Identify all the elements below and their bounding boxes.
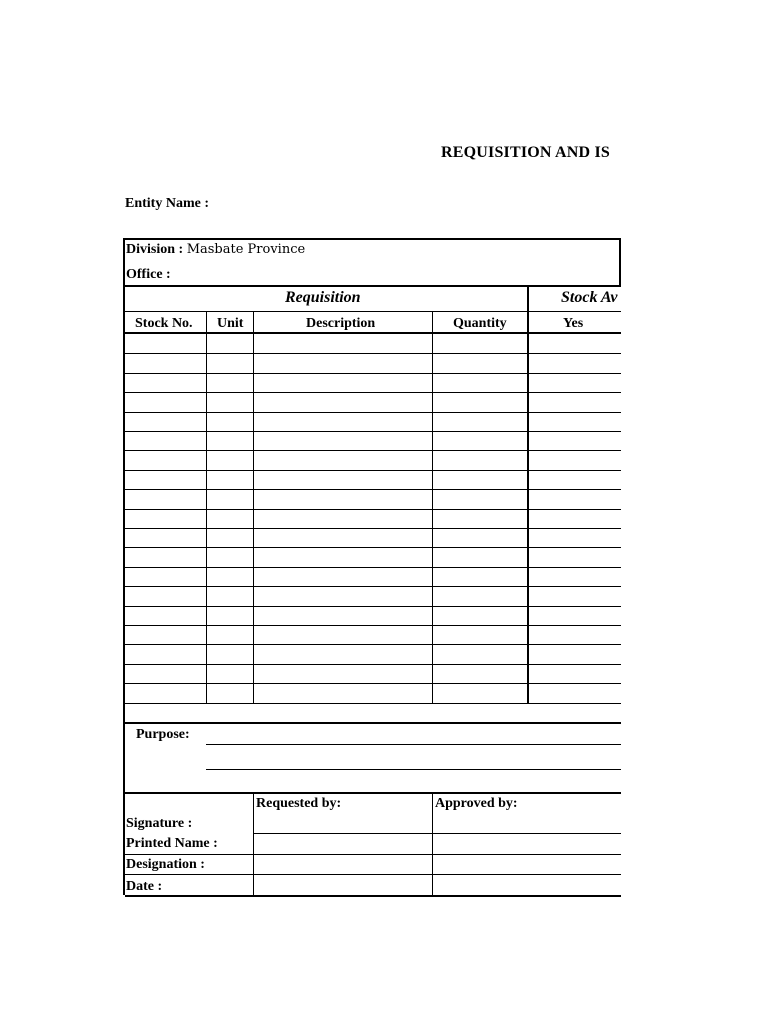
division-row [126,242,305,258]
col-unit: Unit [217,316,244,331]
requested-by-label: Requested by: [256,796,342,811]
purpose-line-1[interactable] [206,744,621,745]
item-row-rule [125,586,621,587]
item-row-rule [125,664,621,665]
item-row-rule [125,528,621,529]
item-row-rule [125,606,621,607]
item-row-rule [125,625,621,626]
division-label: Division : [126,242,184,257]
item-row-rule [125,353,621,354]
item-row-rule [125,431,621,432]
requisition-form-table [123,238,621,895]
section-stock-available: Stock Av [561,289,618,306]
item-row-rule [125,509,621,510]
division-value: Masbate Province [186,242,306,257]
item-row-rule [125,373,621,374]
purpose-line-2[interactable] [206,769,621,770]
col-quantity: Quantity [453,316,507,331]
entity-name-label: Entity Name : [125,196,209,211]
signature-label: Signature : [126,816,193,831]
date-label: Date : [126,879,163,894]
item-row-rule [125,703,621,704]
printed-name-label: Printed Name : [126,836,218,851]
approved-by-label: Approved by: [435,796,518,811]
col-stock-no: Stock No. [135,316,193,331]
item-row-rule [125,470,621,471]
item-row-rule [125,412,621,413]
section-requisition: Requisition [285,289,361,306]
item-row-rule [125,644,621,645]
form-title: REQUISITION AND IS [441,144,610,161]
col-description: Description [306,316,376,331]
item-row-rule [125,567,621,568]
designation-label: Designation : [126,857,205,872]
purpose-label: Purpose: [136,727,190,742]
col-yes: Yes [563,316,584,331]
item-row-rule [125,392,621,393]
office-label: Office : [126,267,171,282]
item-row-rule [125,450,621,451]
item-row-rule [125,547,621,548]
item-row-rule [125,683,621,684]
item-row-rule [125,489,621,490]
